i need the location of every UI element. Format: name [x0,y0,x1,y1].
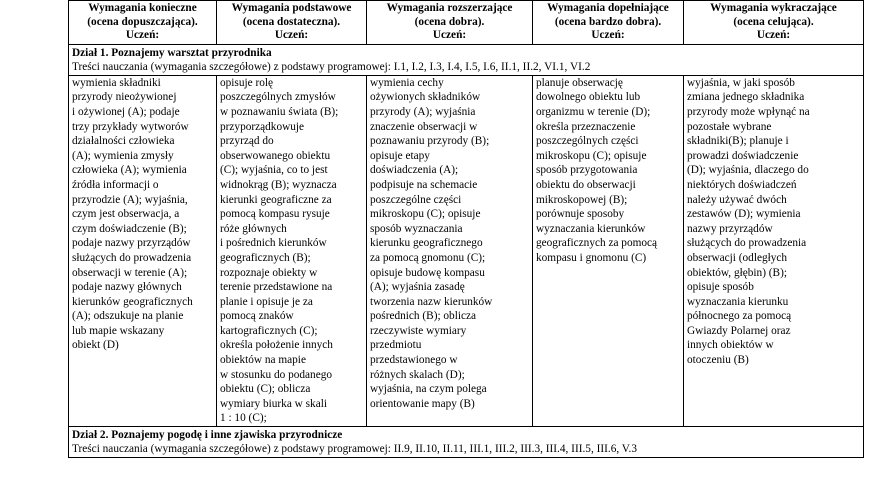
section-row [69,44,864,75]
cell-text-line: poznawaniu przyrody (B); [370,135,490,148]
cell-text-line: poszczególne części [370,193,462,206]
cell-text-line: północnego za pomocą [687,310,792,323]
cell-text-line: porównuje sposoby [536,208,625,221]
cell-text-line: służących do prowadzenia [687,237,807,250]
column-header-line: Wymagania konieczne [88,2,197,14]
cell-text-line: opisuje etapy [370,149,430,162]
cell-text-line: określa położenie innych [220,339,333,352]
cell-text-line: planuje obserwację [536,76,623,89]
cell-text-line: obiektu do obserwacji [536,178,636,191]
cell-text-line: kierunku geograficznego [370,237,483,250]
column-header [69,1,217,45]
cell-text-line: planie i opisuje je za [220,295,313,308]
column-header [367,1,533,45]
cell-text-line: i ożywionej (A); podaje [72,105,180,118]
cell-text-line: geograficznych za pomocą [536,237,658,250]
cell-text-line: 1 : 10 (C); [220,412,267,425]
cell-text-line: wyznaczania kierunków [536,222,646,235]
section-heading-2 [69,427,864,458]
cell-text-line: organizmu w terenie (D); [536,105,651,118]
cell-text-line: obiektu (C); oblicza [220,383,311,396]
cell-text-line: rozpoznaje obiekty w [220,266,318,279]
cell-text-line: działalności człowieka [72,135,175,148]
cell-text-line: Gwiazdy Polarnej oraz [687,324,791,337]
cell-text-line: obiekt (D) [72,339,119,352]
cell-text-line: opisuje budowę kompasu [370,266,485,279]
requirements-cell [69,75,217,426]
cell-text-line: wyznaczania kierunku [687,295,789,308]
cell-text-line: geograficznych (B); [220,251,311,264]
cell-text-line: rzeczywiste wymiary [370,324,467,337]
cell-text-line: kierunki geograficzne za [220,193,332,206]
column-header-line: Wymagania rozszerzające [386,2,513,14]
cell-text-line: zmiana jednego składnika [687,91,805,104]
cell-text-line: kartograficznych (C); [220,324,318,337]
cell-text-line: różnych skalach (D); [370,368,465,381]
cell-text-line: przedmiotu [370,339,422,352]
cell-text-line: trzy przykłady wytworów [72,120,189,133]
column-header-line: (ocena celująca). [733,15,814,28]
section-heading-1 [69,44,864,75]
cell-text-line: mikroskopowej (B); [536,193,628,206]
section-subtitle: Treści nauczania (wymagania szczegółowe) z podstawy programowej: II.9, II.10, II.11, III.1, III.2, III.3, III.4, III.5, III.6, V.3 [72,443,637,456]
column-header-line: (ocena dobra). [414,15,485,28]
requirements-cell [684,75,864,426]
header-row [69,1,864,45]
cell-text-line: doświadczenia (A); [370,164,459,177]
cell-text-line: poszczególnych zmysłów [220,91,336,104]
column-header [533,1,684,45]
cell-text-line: lub mapie wskazany [72,324,165,337]
column-header-line: Uczeń: [591,29,625,42]
section-title: Dział 2. Poznajemy pogodę i inne zjawiska przyrodnicze [72,429,343,442]
cell-text-line: wymienia cechy [370,76,444,89]
cell-text-line: tworzenia nazw kierunków [370,295,493,308]
cell-text-line: opisuje sposób [687,281,754,294]
cell-text-line: (A); wyjaśnia zasadę [370,281,465,294]
requirements-table [68,0,864,458]
cell-text-line: mikroskopu (C); opisuje [536,149,647,162]
cell-text-line: obserwacji (odległych [687,251,788,264]
cell-text-line: obserwowanego obiektu [220,149,331,162]
cell-text-line: wyjaśnia, w jaki sposób [687,76,795,89]
cell-text-line: przyrody nieożywionej [72,91,177,104]
cell-text-line: innych obiektów w [687,339,774,352]
column-header-line: Uczeń: [274,29,309,42]
cell-text-line: wymienia składniki [72,76,161,89]
cell-text-line: podaje nazwy głównych [72,281,182,294]
cell-text-line: wyjaśnia, na czym polega [370,383,487,396]
section-subtitle: Treści nauczania (wymagania szczegółowe) z podstawy programowej: I.1, I.2, I.3, I.4, I.5, I.6, II.1, II.2, VI.1, VI.2 [72,60,591,73]
cell-text-line: nazwy przyrządów [687,222,773,235]
cell-text-line: i pośrednich kierunków [220,237,327,250]
column-header-line: Wymagania wykraczające [710,2,837,14]
requirements-cell [217,75,367,426]
cell-text-line: sposób przygotowania [536,164,638,177]
cell-text-line: otoczeniu (B) [687,354,749,367]
cell-text-line: dowolnego obiektu lub [536,91,641,104]
cell-text-line: prowadzi doświadczenie [687,149,799,162]
cell-text-line: znaczenie obserwacji w [370,120,478,133]
cell-text-line: w poznawaniu świata (B); [220,105,339,118]
section-row [69,427,864,458]
cell-text-line: (D); wyjaśnia, dlaczego do [687,164,809,177]
cell-text-line: przedstawionego w [370,354,458,367]
cell-text-line: obiektów, głębin) (B); [687,266,787,279]
cell-text-line: określa przeznaczenie [536,120,636,133]
cell-text-line: przyrody może wpłynąć na [687,105,810,118]
cell-text-line: ożywionych składników [370,91,481,104]
column-header-line: (ocena dostateczna). [242,15,341,28]
cell-text-line: czym doświadczenie (B); [72,222,187,235]
cell-text-line: kompasu i gnomonu (C) [536,251,647,264]
cell-text-line: przyrody (A); wyjaśnia [370,105,476,118]
cell-text-line: pomocą kompasu rysuje [220,208,330,221]
cell-text-line: pomocą znaków [220,310,294,323]
cell-text-line: róże głównych [220,222,287,235]
section-title: Dział 1. Poznajemy warsztat przyrodnika [72,46,272,59]
requirements-cell [367,75,533,426]
cell-text-line: (A); wymienia zmysły [72,149,174,162]
column-header-line: (ocena bardzo dobra). [554,15,662,28]
column-header-line: Uczeń: [756,29,791,42]
cell-text-line: czym jest obserwacja, a [72,208,180,221]
cell-text-line: pośrednich (B); oblicza [370,310,477,323]
cell-text-line: sposób wyznaczania [370,222,463,235]
column-header [217,1,367,45]
cell-text-line: (A); odszukuje na planie [72,310,184,323]
cell-text-line: zestawów (D); wymienia [687,208,801,221]
cell-text-line: kierunków geograficznych [72,295,193,308]
cell-text-line: należy używać dwóch [687,193,787,206]
cell-text-line: opisuje rolę [220,76,274,89]
cell-text-line: przyporządkowuje [220,120,305,133]
cell-text-line: mikroskopu (C); opisuje [370,208,481,221]
column-header-line: Uczeń: [125,29,160,42]
cell-text-line: w stosunku do podanego [220,368,333,381]
column-header [684,1,864,45]
requirements-row [69,75,864,426]
cell-text-line: źródła informacji o [72,178,159,191]
cell-text-line: (C); wyjaśnia, co to jest [220,164,328,177]
requirements-cell [533,75,684,426]
cell-text-line: poszczególnych części [536,135,639,148]
cell-text-line: niektórych doświadczeń [687,178,797,191]
cell-text-line: wymiary biurka w skali [220,397,327,410]
column-header-line: Wymagania podstawowe [231,2,352,14]
cell-text-line: pozostałe wybrane [687,120,772,133]
cell-text-line: służących do prowadzenia [72,251,192,264]
cell-text-line: podaje nazwy przyrządów [72,237,191,250]
column-header-line: Uczeń: [432,29,467,42]
cell-text-line: obiektów na mapie [220,354,306,367]
cell-text-line: przyrodzie (A); wyjaśnia, [72,193,188,206]
cell-text-line: przyrząd do [220,135,274,148]
cell-text-line: za pomocą gnomonu (C); [370,251,486,264]
column-header-line: (ocena dopuszczająca). [87,15,198,28]
cell-text-line: składniki(B); planuje i [687,135,789,148]
cell-text-line: podpisuje na schemacie [370,178,478,191]
column-header-line: Wymagania dopełniające [547,2,669,14]
cell-text-line: orientowanie mapy (B) [370,397,475,410]
cell-text-line: widnokrąg (B); wyznacza [220,178,337,191]
cell-text-line: człowieka (A); wymienia [72,164,187,177]
cell-text-line: obserwacji w terenie (A); [72,266,188,279]
cell-text-line: terenie przedstawione na [220,281,333,294]
